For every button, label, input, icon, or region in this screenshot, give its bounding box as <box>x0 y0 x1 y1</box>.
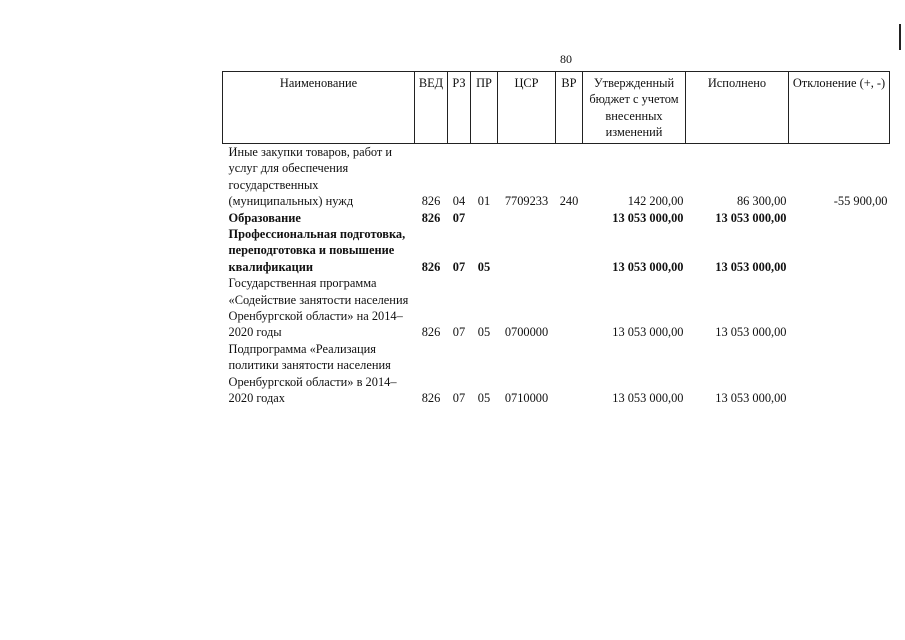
header-ved: ВЕД <box>415 72 448 144</box>
table-row <box>223 144 890 210</box>
page-number: 80 <box>560 52 572 66</box>
row-approved: 13 053 000,00 <box>612 210 684 225</box>
row-deviation <box>789 275 890 341</box>
row-executed: 13 053 000,00 <box>715 210 787 225</box>
row-rz: 04 <box>452 194 466 209</box>
table-row <box>223 275 890 341</box>
row-approved: 13 053 000,00 <box>612 391 684 406</box>
row-deviation <box>789 341 890 407</box>
row-executed: 86 300,00 <box>736 194 787 209</box>
row-name: Иные закупки товаров, работ и услуг для обеспечения государственных (муниципальных) нужд <box>228 145 393 209</box>
row-pr <box>471 210 498 226</box>
row-csr: 7709233 <box>504 194 549 209</box>
row-vr <box>556 226 583 275</box>
row-csr <box>498 210 556 226</box>
row-vr: 240 <box>559 194 579 209</box>
table-row <box>223 341 890 407</box>
row-executed: 13 053 000,00 <box>715 259 787 274</box>
row-pr: 05 <box>477 259 491 274</box>
row-vr <box>556 275 583 341</box>
header-approved: Утвержденный бюджет с учетом внесенных изменений <box>583 72 686 144</box>
row-executed: 13 053 000,00 <box>715 325 787 340</box>
row-csr <box>498 226 556 275</box>
row-vr <box>556 341 583 407</box>
row-approved: 13 053 000,00 <box>612 259 684 274</box>
table-row <box>223 210 890 226</box>
row-ved: 826 <box>421 325 441 340</box>
row-csr: 0710000 <box>504 391 549 406</box>
table-row <box>223 226 890 275</box>
row-csr: 0700000 <box>504 325 549 340</box>
scan-edge-mark <box>899 24 901 50</box>
row-rz: 07 <box>452 391 466 406</box>
row-name: Подпрограмма «Реализация политики занятости населения Оренбургской области» в 2014–2020 годах <box>228 341 397 406</box>
row-pr: 01 <box>477 194 491 209</box>
row-pr: 05 <box>477 325 491 340</box>
row-deviation <box>789 226 890 275</box>
row-approved: 13 053 000,00 <box>612 325 684 340</box>
row-ved: 826 <box>421 210 441 225</box>
row-pr: 05 <box>477 391 491 406</box>
table-body <box>223 144 890 407</box>
row-rz: 07 <box>452 259 466 274</box>
header-row <box>223 72 890 144</box>
row-name: Государственная программа «Содействие занятости населения Оренбургской области» на 2014–2020 годы <box>228 276 409 340</box>
row-vr <box>556 210 583 226</box>
row-name: Образование <box>228 210 301 225</box>
row-ved: 826 <box>421 259 441 274</box>
row-approved: 142 200,00 <box>627 194 684 209</box>
header-deviation: Отклонение (+, -) <box>789 72 890 144</box>
row-deviation <box>789 210 890 226</box>
row-ved: 826 <box>421 194 441 209</box>
row-deviation: -55 900,00 <box>833 194 888 209</box>
row-name: Профессиональная подготовка, переподготовка и повышение квалификации <box>228 227 406 274</box>
header-name: Наименование <box>223 72 415 144</box>
header-executed: Исполнено <box>686 72 789 144</box>
header-csr: ЦСР <box>498 72 556 144</box>
row-executed: 13 053 000,00 <box>715 391 787 406</box>
table-header <box>223 72 890 144</box>
budget-execution-table <box>222 71 890 407</box>
row-rz: 07 <box>452 325 466 340</box>
header-pr: ПР <box>471 72 498 144</box>
header-vr: ВР <box>556 72 583 144</box>
row-rz: 07 <box>452 210 466 225</box>
header-rz: РЗ <box>448 72 471 144</box>
row-ved: 826 <box>421 391 441 406</box>
